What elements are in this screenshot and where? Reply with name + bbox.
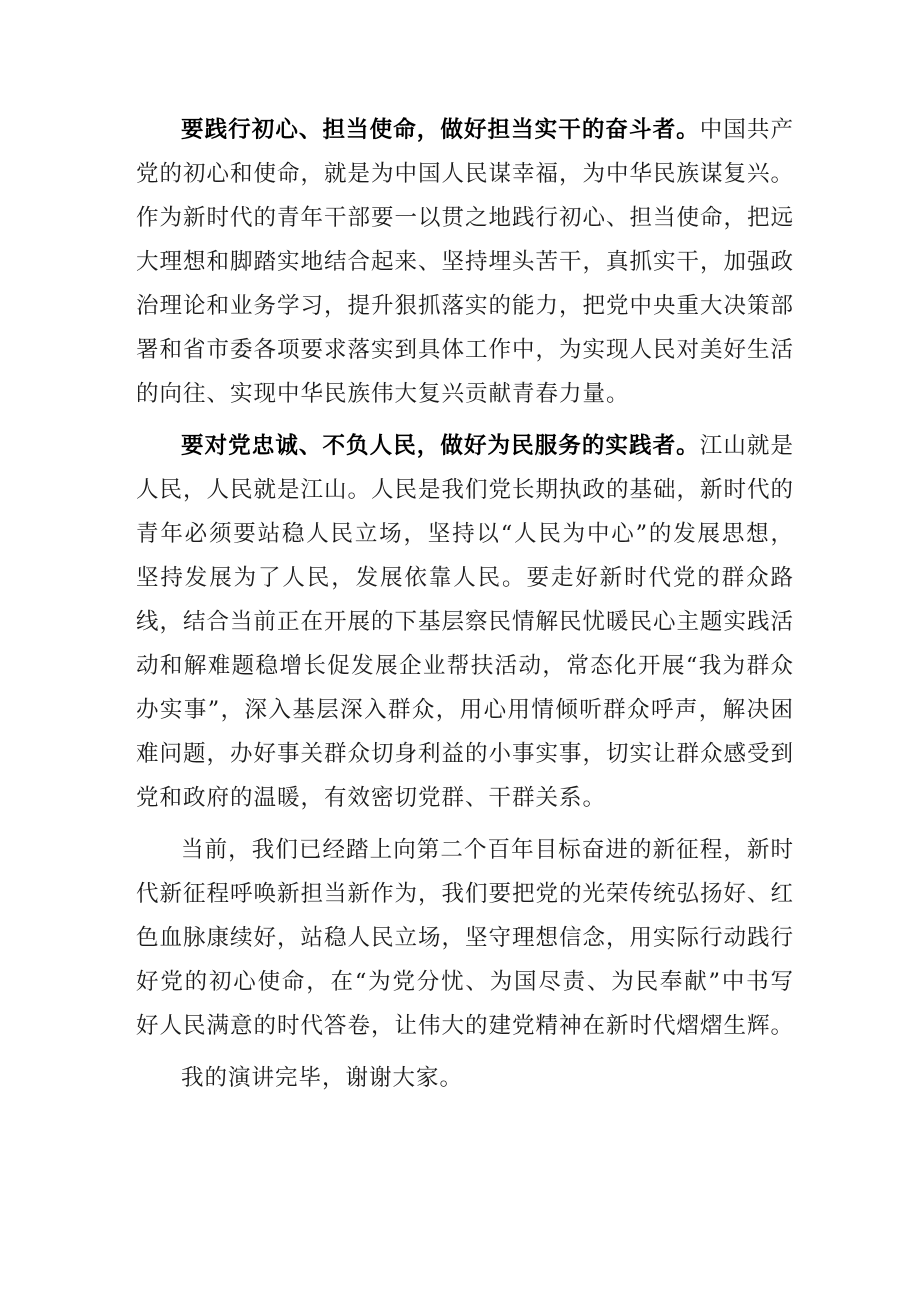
paragraph-1	[136, 108, 794, 416]
paragraph-3-text: 当前，我们已经踏上向第二个百年目标奋进的新征程，新时代新征程呼唤新担当新作为，我们要把党的光荣传统弘扬好、红色血脉康续好，站稳人民立场，坚守理想信念，用实际行动践行好党的初心使命，在“为党分忧、为国尽责、为民奉献”中书写好人民满意的时代答卷，让伟大的建党精神在新时代熠熠生辉。	[136, 837, 795, 1039]
paragraph-2-heading: 要对党忠诚、不负人民，做好为民服务的实践者。	[181, 433, 700, 459]
paragraph-2-text: 江山就是人民，人民就是江山。人民是我们党长期执政的基础，新时代的青年必须要站稳人民立场，坚持以“人民为中心”的发展思想，坚持发展为了人民，发展依靠人民。要走好新时代党的群众路线，结合当前正在开展的下基层察民情解民忧暖民心主题实践活动和解难题稳增长促发展企业帮扶活动，常态化开展“我为群众办实事”，深入基层深入群众，用心用情倾听群众呼声，解决困难问题，办好事关群众切身利益的小事实事，切实让群众感受到党和政府的温暖，有效密切党群、干群关系。	[136, 433, 795, 811]
paragraph-1-heading: 要践行初心、担当使命，做好担当实干的奋斗者。	[181, 117, 700, 143]
paragraph-4	[136, 1056, 794, 1100]
paragraph-2	[136, 424, 794, 820]
paragraph-4-text: 我的演讲完毕，谢谢大家。	[181, 1065, 464, 1091]
paragraph-3	[136, 828, 794, 1048]
paragraph-1-text: 中国共产党的初心和使命，就是为中国人民谋幸福，为中华民族谋复兴。作为新时代的青年干部要一以贯之地践行初心、担当使命，把远大理想和脚踏实地结合起来、坚持埋头苦干，真抓实干，加强政治理论和业务学习，提升狠抓落实的能力，把党中央重大决策部署和省市委各项要求落实到具体工作中，为实现人民对美好生活的向往、实现中华民族伟大复兴贡献青春力量。	[136, 117, 795, 407]
document-body	[136, 108, 794, 1100]
